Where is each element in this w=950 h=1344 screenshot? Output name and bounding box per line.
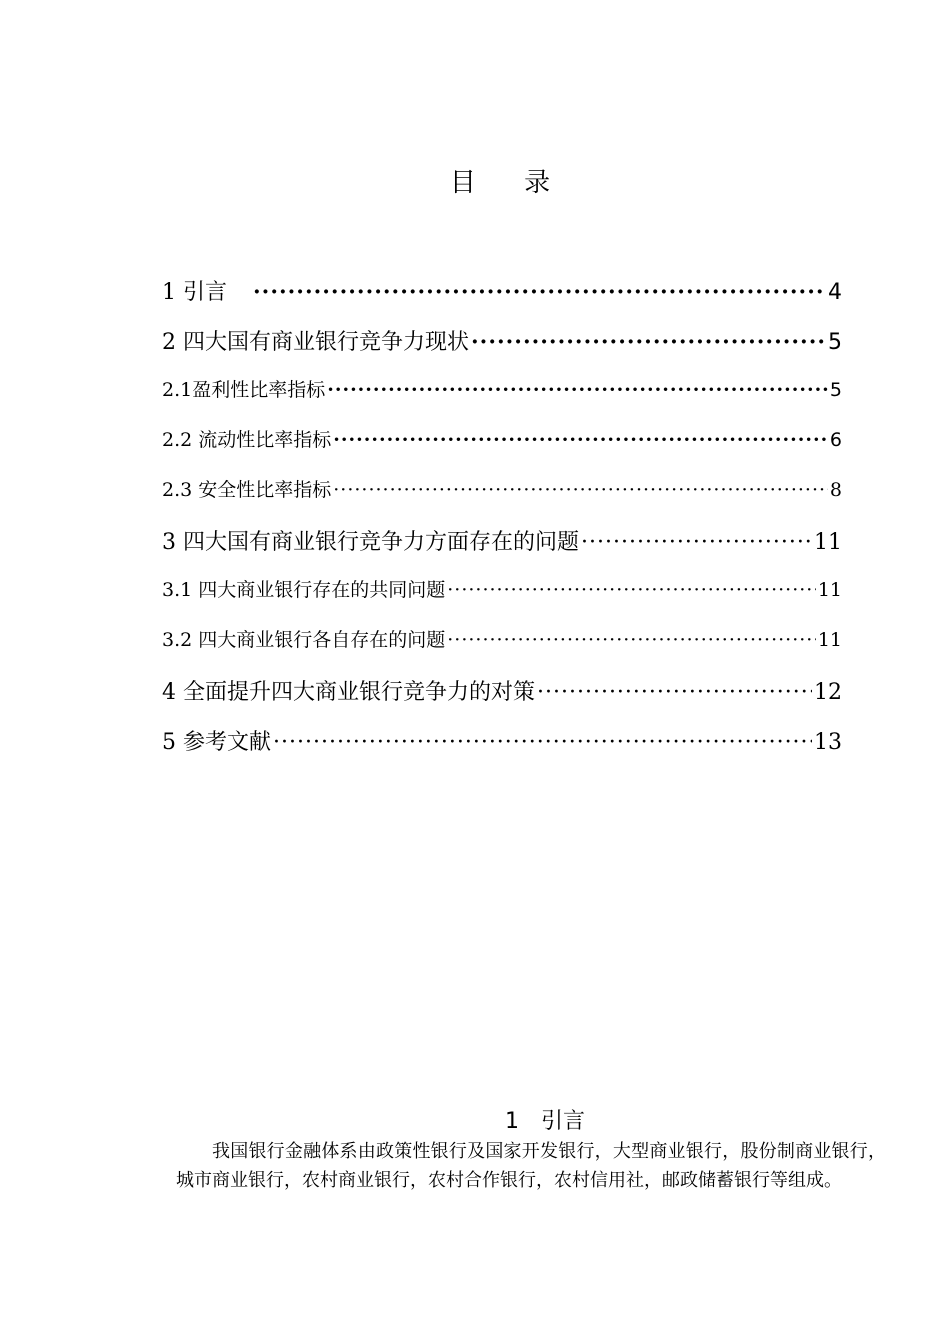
toc-entry-page: 12 — [814, 680, 842, 705]
toc-leader-dots — [273, 730, 812, 755]
toc-leader-dots — [333, 479, 828, 501]
toc-entry-label: 2.2 流动性比率指标 — [162, 429, 332, 451]
toc-entry-label: 3.2 四大商业银行各自存在的问题 — [162, 629, 446, 651]
toc-entry-label: 4 全面提升四大商业银行竞争力的对策 — [162, 680, 535, 705]
toc-entry-page: 5 — [829, 379, 842, 401]
intro-paragraph: 我国银行金融体系由政策性银行及国家开发银行，大型商业银行，股份制商业银行，城市商业银行，农村商业银行，农村合作银行，农村信用社，邮政储蓄银行等组成。 — [176, 1141, 886, 1191]
toc-entry[interactable] — [162, 475, 842, 525]
toc-leader-dots — [327, 379, 828, 401]
toc-leader-dots — [471, 329, 826, 355]
toc-entry[interactable] — [162, 525, 842, 575]
toc-entry-label: 2.3 安全性比率指标 — [162, 479, 332, 501]
toc-leader-dots — [581, 530, 812, 555]
toc-leader-dots — [447, 579, 816, 601]
toc-entry-label: 1 引言 — [162, 280, 227, 305]
toc-leader-dots — [333, 429, 828, 451]
toc-entry-page: 5 — [828, 330, 842, 355]
toc-entry-label: 3 四大国有商业银行竞争力方面存在的问题 — [162, 530, 579, 555]
section-title: 引言 — [541, 1109, 586, 1134]
table-of-contents — [162, 275, 842, 775]
toc-entry-page: 11 — [814, 530, 842, 555]
toc-entry[interactable] — [162, 575, 842, 625]
toc-entry-page: 8 — [829, 479, 842, 501]
toc-entry[interactable] — [162, 425, 842, 475]
toc-entry[interactable] — [162, 625, 842, 675]
toc-entry-page: 11 — [817, 629, 842, 651]
toc-entry-label: 2 四大国有商业银行竞争力现状 — [162, 330, 469, 355]
toc-leader-dots — [537, 680, 812, 705]
section-heading — [505, 1104, 585, 1135]
toc-entry[interactable] — [162, 675, 842, 725]
toc-entry-page: 13 — [814, 730, 842, 755]
toc-entry[interactable] — [162, 325, 842, 375]
toc-entry[interactable] — [162, 725, 842, 775]
toc-entry-label: 3.1 四大商业银行存在的共同问题 — [162, 579, 446, 601]
section-number: 1 — [505, 1109, 519, 1134]
toc-entry-label: 5 参考文献 — [162, 730, 271, 755]
toc-entry[interactable] — [162, 275, 842, 325]
toc-entry-page: 11 — [817, 579, 842, 601]
toc-leader-dots — [253, 279, 826, 305]
toc-leader-dots — [447, 629, 816, 651]
toc-entry[interactable] — [162, 375, 842, 425]
toc-entry-label: 2.1盈利性比率指标 — [162, 379, 326, 401]
toc-entry-page: 6 — [829, 429, 842, 451]
toc-entry-page: 4 — [828, 280, 842, 305]
toc-title: 目 录 — [449, 168, 571, 198]
